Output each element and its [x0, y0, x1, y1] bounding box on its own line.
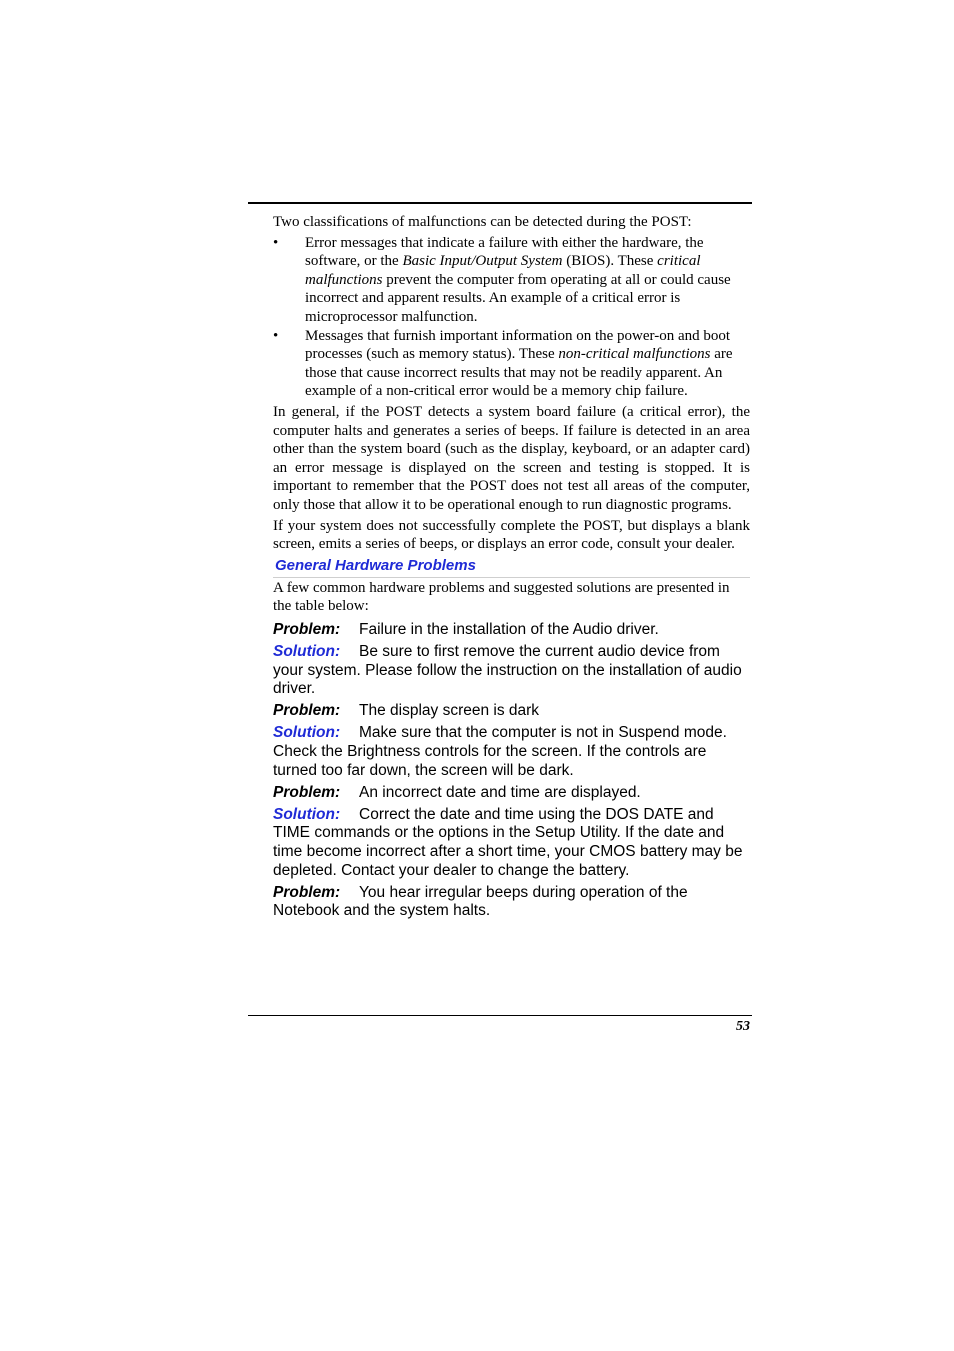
- problem-text: An incorrect date and time are displayed.: [359, 783, 641, 801]
- bullet-icon: •: [273, 234, 279, 251]
- solution-text: Make sure that the computer is not in Suspend mode. Check the Brightness controls for the screen. If the controls are turned too far down, the screen will be dark.: [273, 724, 727, 779]
- list-item-emphasis: non-critical malfunctions: [558, 346, 711, 363]
- problem-entry: [273, 884, 750, 921]
- bullet-icon: •: [273, 327, 279, 344]
- body-paragraph: If your system does not successfully complete the POST, but displays a blank screen, emits a series of beeps, or displays an error code, consult your dealer.: [273, 517, 750, 553]
- list-item-text: (BIOS). These: [562, 253, 658, 270]
- list-item-text: Error messages that indicate a failure with either the hardware, the software, or the: [305, 234, 704, 270]
- footer-rule: [248, 1015, 752, 1016]
- problem-label: Problem:: [273, 702, 341, 720]
- solution-entry: [273, 724, 750, 780]
- body-paragraph: In general, if the POST detects a system board failure (a critical error), the computer halts and generates a series of beeps. If failure is detected in an area other than the system board (such as the display, keyboard, or an adapter card) an error message is displayed on the screen and testing is stopped. It is important to remember that the POST does not test all areas of the computer, only those that allow it to be operational enough to run diagnostic programs.: [273, 403, 750, 513]
- list-item-emphasis: Basic Input/Output System: [402, 253, 563, 270]
- table-intro-text: A few common hardware problems and suggested solutions are presented in the table below:: [273, 579, 730, 615]
- list-item: [273, 234, 750, 327]
- problem-text: Failure in the installation of the Audio driver.: [359, 620, 659, 638]
- solution-entry: [273, 806, 750, 880]
- page-content: [273, 213, 750, 924]
- solution-label: Solution:: [273, 805, 341, 823]
- section-heading: General Hardware Problems: [273, 556, 750, 578]
- problem-label: Problem:: [273, 783, 341, 801]
- problem-label: Problem:: [273, 883, 341, 901]
- problem-entry: [273, 702, 750, 721]
- problem-text: You hear irregular beeps during operation of the Notebook and the system halts.: [273, 883, 688, 920]
- header-rule: [248, 202, 752, 204]
- solution-label: Solution:: [273, 642, 341, 660]
- problem-entry: [273, 784, 750, 803]
- list-item-text: are those that cause incorrect results that may not be readily apparent. An example of a non-critical error would be a memory chip failure.: [305, 346, 733, 400]
- solution-text: Correct the date and time using the DOS DATE and TIME commands or the options in the Setup Utility. If the date and time become incorrect after a short time, your CMOS battery may be depleted. Contact your dealer to change the battery.: [273, 805, 743, 879]
- list-item-text: Messages that furnish important information on the power-on and boot processes (such as memory status). These: [305, 327, 731, 363]
- list-item: [273, 327, 750, 401]
- problem-label: Problem:: [273, 620, 341, 638]
- solution-text: Be sure to first remove the current audio device from your system. Please follow the instruction on the installation of audio driver.: [273, 642, 742, 698]
- problem-entry: [273, 621, 750, 640]
- solution-label: Solution:: [273, 724, 341, 742]
- solution-entry: [273, 643, 750, 699]
- list-item-text: prevent the computer from operating at all or could cause incorrect and apparent results. An example of a critical error is microprocessor malfunction.: [305, 271, 731, 325]
- problem-text: The display screen is dark: [359, 702, 540, 720]
- page-number: 53: [736, 1019, 750, 1034]
- malfunction-list: [273, 234, 750, 401]
- intro-text: Two classifications of malfunctions can be detected during the POST:: [273, 214, 692, 230]
- list-item-emphasis: critical malfunctions: [305, 253, 701, 288]
